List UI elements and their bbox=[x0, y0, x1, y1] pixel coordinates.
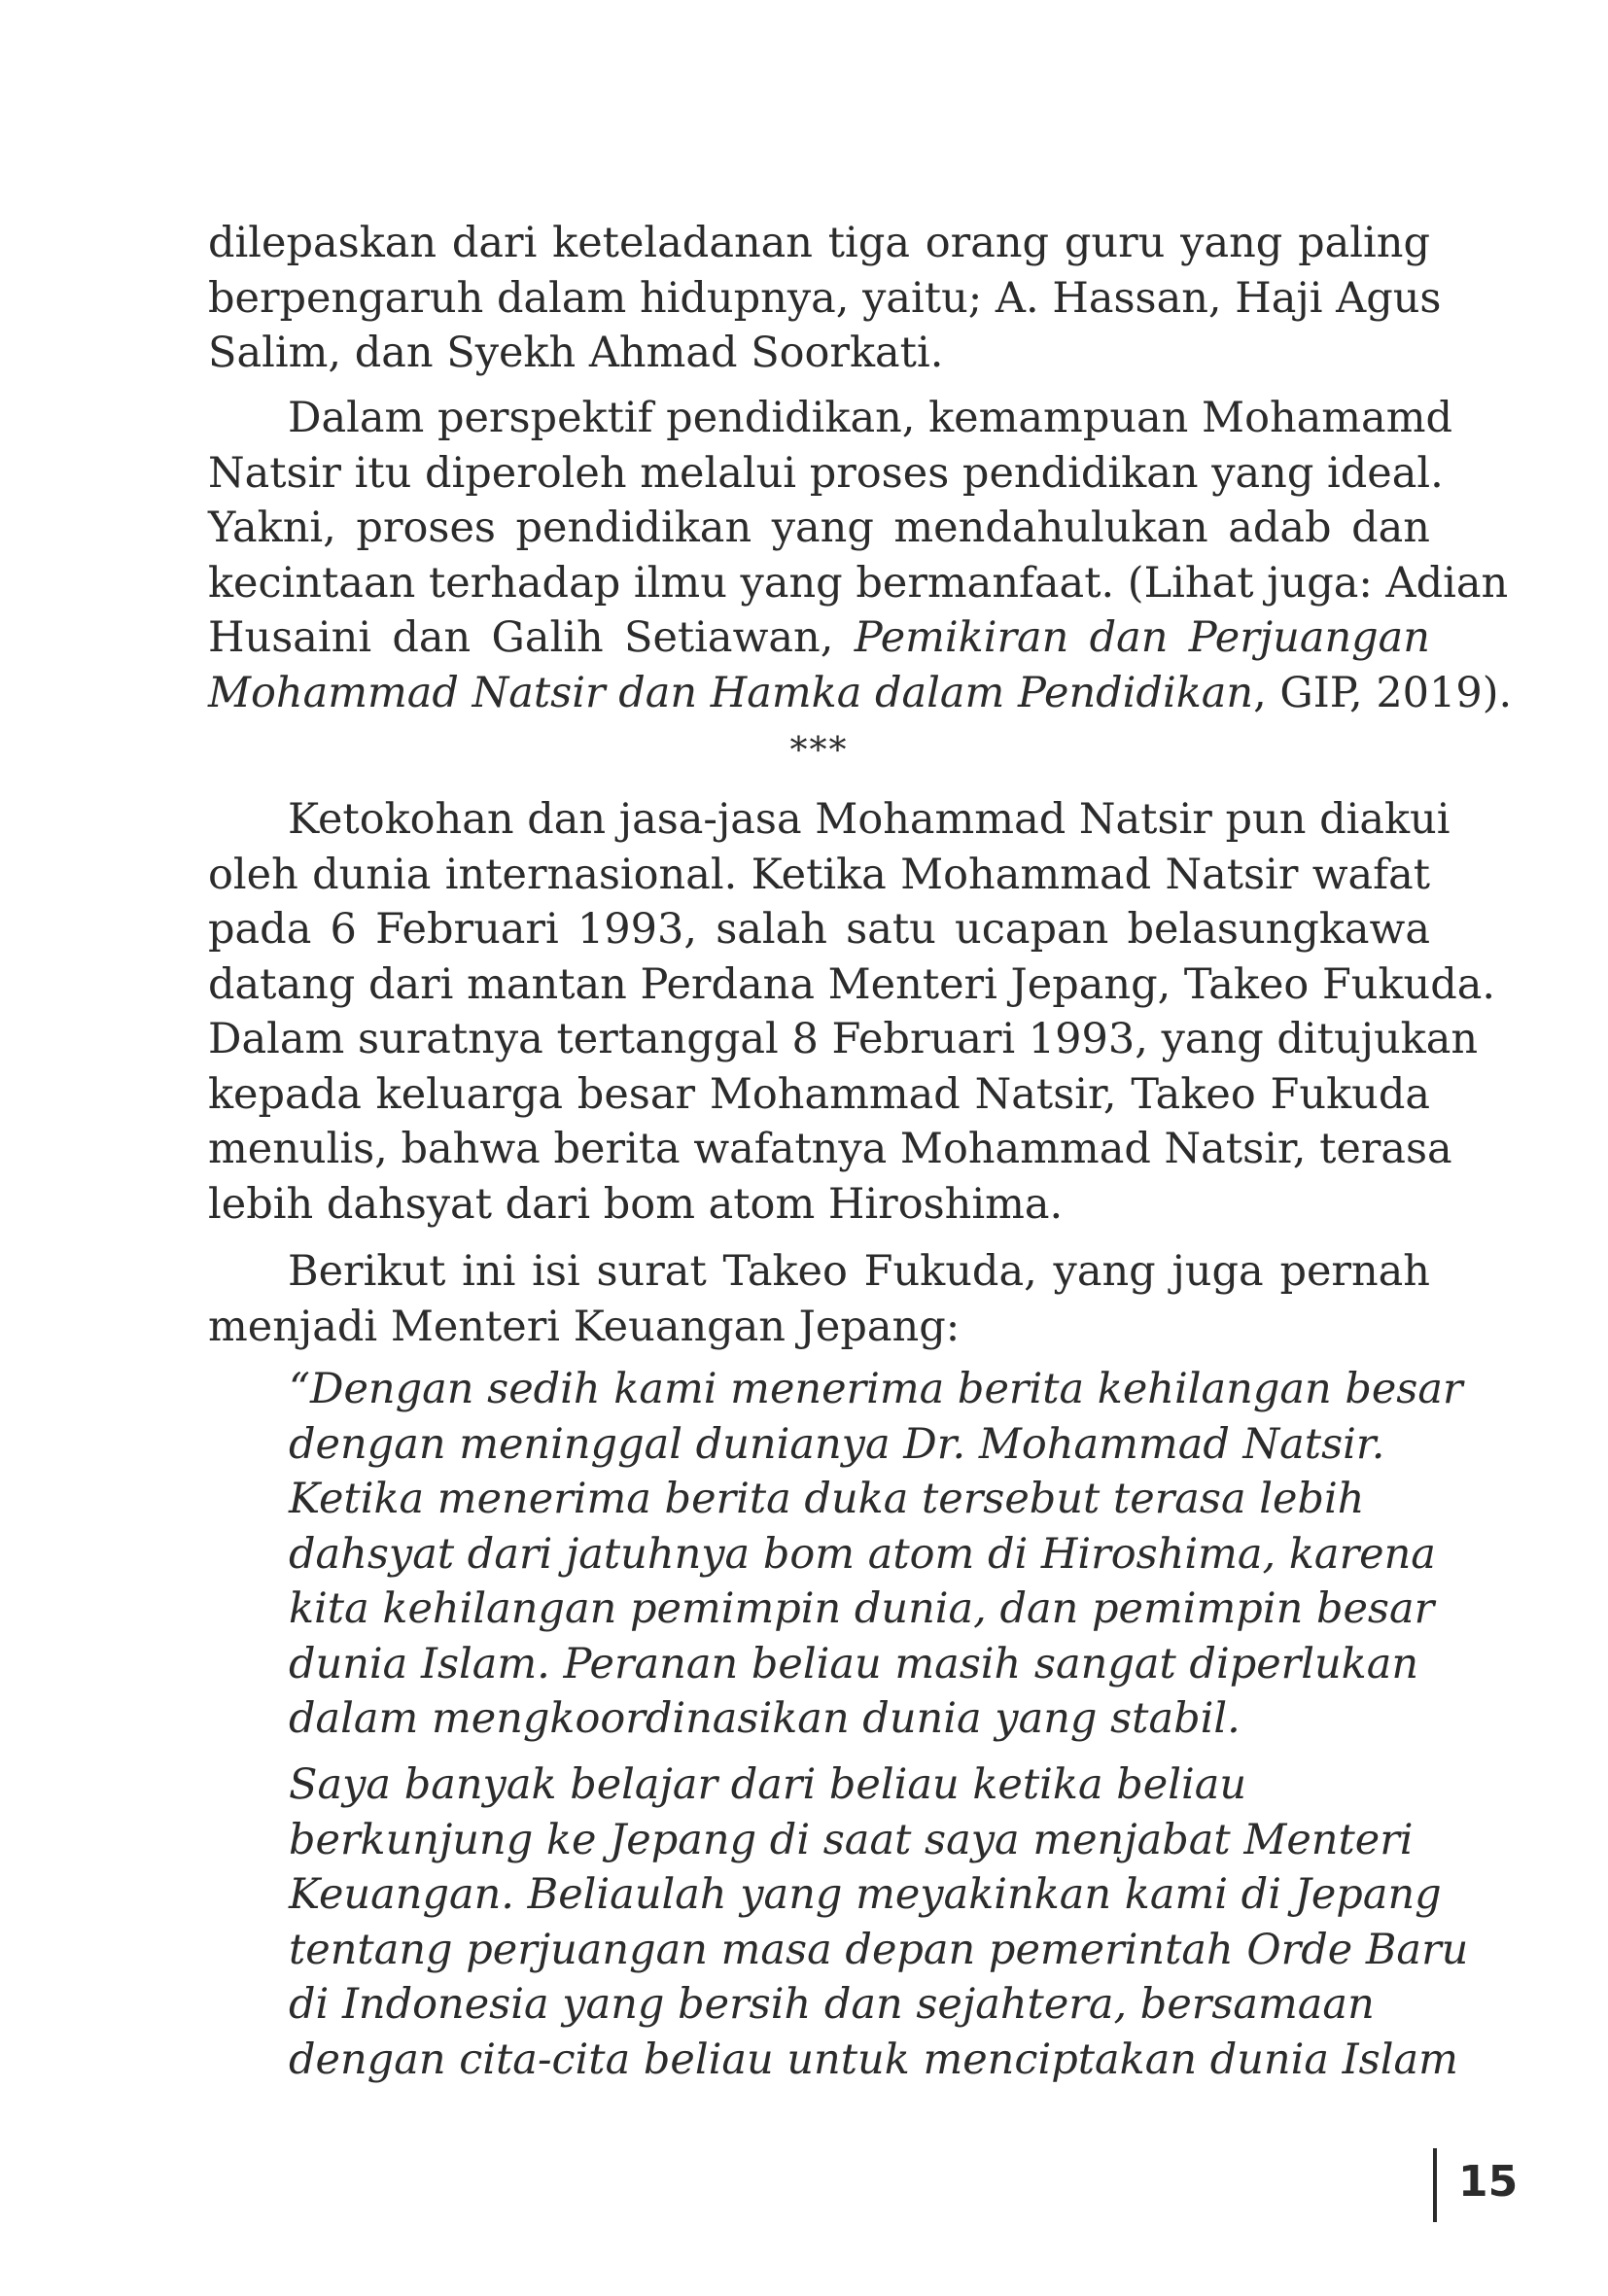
text-line bbox=[208, 610, 1430, 666]
paragraph-education bbox=[208, 391, 1513, 720]
text-line: oleh dunia internasional. Ketika Mohammad Natsir wafat bbox=[208, 850, 1430, 899]
text-line: kepada keluarga besar Mohammad Natsir, Takeo Fukuda bbox=[208, 1069, 1430, 1119]
text-line: Berikut ini isi surat Takeo Fukuda, yang juga pernah bbox=[288, 1247, 1430, 1296]
quote-line: Keuangan. Beliaulah yang meyakinkan kami di Jepang bbox=[289, 1870, 1442, 1919]
quote-line: Ketika menerima berita duka tersebut terasa lebih bbox=[289, 1475, 1365, 1523]
section-separator: *** bbox=[789, 731, 849, 771]
quote-line: kita kehilangan pemimpin dunia, dan pemimpin besar bbox=[289, 1584, 1435, 1633]
text-line: berpengaruh dalam hidupnya, yaitu; A. Hassan, Haji Agus bbox=[208, 273, 1442, 323]
text-line: Yakni, proses pendidikan yang mendahulukan adab dan bbox=[208, 504, 1430, 552]
quote-line: di Indonesia yang bersih dan sejahtera, bersamaan bbox=[289, 1980, 1375, 2029]
quote-line: dengan cita-cita beliau untuk menciptakan dunia Islam bbox=[289, 2035, 1458, 2084]
text-line: lebih dahsyat dari bom atom Hiroshima. bbox=[208, 1179, 1064, 1229]
quote-line: dunia Islam. Peranan beliau masih sangat diperlukan bbox=[289, 1639, 1419, 1688]
paragraph-letter-intro bbox=[208, 1244, 1430, 1354]
quote-line: berkunjung ke Jepang di saat saya menjabat Menteri bbox=[289, 1815, 1414, 1864]
book-title: Mohammad Natsir dan Hamka dalam Pendidikan bbox=[208, 668, 1254, 717]
text-line: Ketokohan dan jasa-jasa Mohammad Natsir pun diakui bbox=[288, 795, 1451, 844]
page-number-rule bbox=[1433, 2148, 1437, 2222]
text-line: datang dari mantan Perdana Menteri Jepang, Takeo Fukuda. bbox=[208, 959, 1496, 1009]
text-line: Natsir itu diperoleh melalui proses pendidikan yang ideal. bbox=[208, 448, 1444, 498]
quote-line: Saya banyak belajar dari beliau ketika beliau bbox=[289, 1760, 1247, 1809]
book-title: Pemikiran dan Perjuangan bbox=[854, 613, 1431, 662]
text-line: menulis, bahwa berita wafatnya Mohammad Natsir, terasa bbox=[208, 1125, 1452, 1173]
text-line bbox=[208, 666, 1513, 721]
text-line: pada 6 Februari 1993, salah satu ucapan belasungkawa bbox=[208, 905, 1430, 954]
quote-line: dalam mengkoordinasikan dunia yang stabil. bbox=[289, 1694, 1241, 1743]
text-line: Dalam perspektif pendidikan, kemampuan Mohamamd bbox=[288, 394, 1452, 442]
quote-line: tentang perjuangan masa depan pemerintah Orde Baru bbox=[289, 1925, 1469, 1974]
text-line: dilepaskan dari keteladanan tiga orang guru yang paling bbox=[208, 219, 1430, 267]
quote-line: dahsyat dari jatuhnya bom atom di Hiroshima, karena bbox=[289, 1529, 1436, 1579]
quote-line: “Dengan sedih kami menerima berita kehilangan besar bbox=[289, 1365, 1463, 1413]
text-line: kecintaan terhadap ilmu yang bermanfaat. (Lihat juga: Adian bbox=[208, 558, 1509, 608]
text-line: Salim, dan Syekh Ahmad Soorkati. bbox=[208, 329, 944, 377]
paragraph-international-recognition bbox=[208, 792, 1496, 1232]
text-line: Dalam suratnya tertanggal 8 Februari 1993, yang ditujukan bbox=[208, 1015, 1479, 1063]
quote-line: dengan meninggal dunianya Dr. Mohammad Natsir. bbox=[289, 1419, 1385, 1469]
citation-publisher: , GIP, 2019). bbox=[1253, 668, 1513, 717]
citation-authors: Husaini dan Galih Setiawan, bbox=[208, 613, 834, 662]
letter-quote-paragraph-1 bbox=[289, 1362, 1463, 1747]
text-line: menjadi Menteri Keuangan Jepang: bbox=[208, 1302, 961, 1351]
paragraph-continuation bbox=[208, 216, 1442, 381]
letter-quote-paragraph-2 bbox=[289, 1757, 1469, 2087]
page-number: 15 bbox=[1458, 2157, 1519, 2207]
